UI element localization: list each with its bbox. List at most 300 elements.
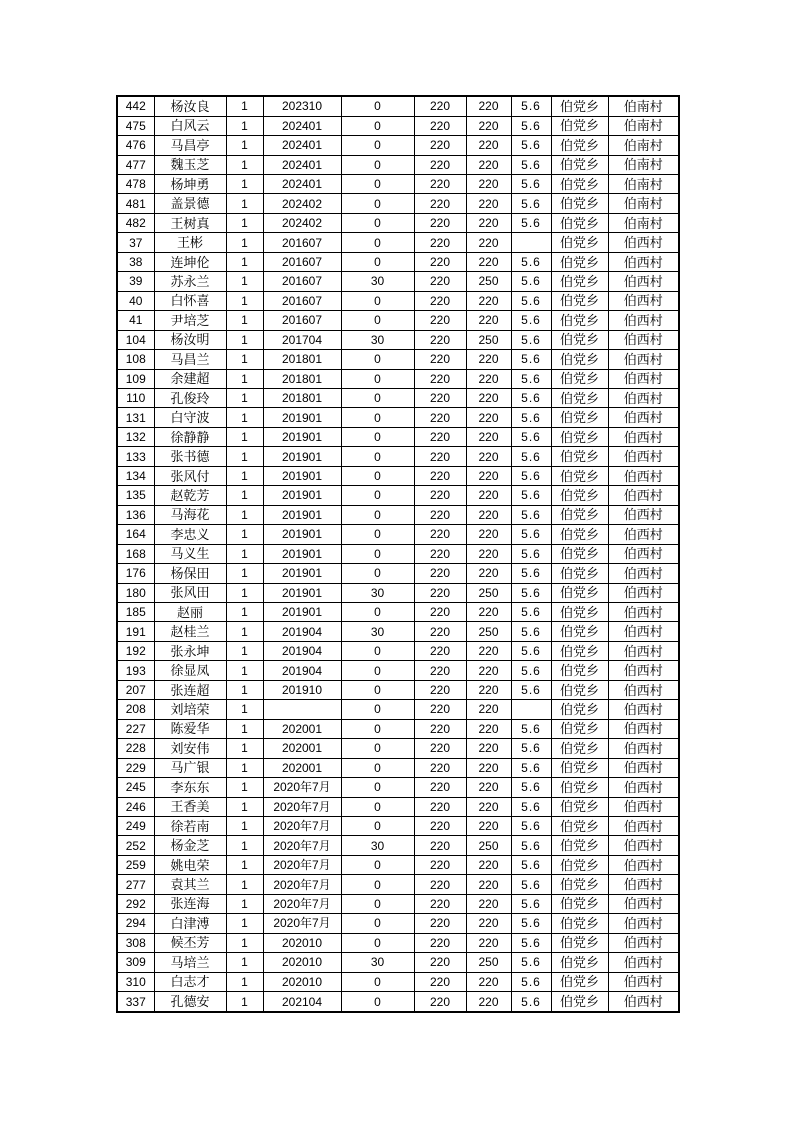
cell-name: 张风付 <box>154 466 226 485</box>
cell-township: 伯党乡 <box>551 96 608 116</box>
table-row <box>117 602 679 621</box>
cell-rate <box>511 233 551 252</box>
cell-total: 250 <box>466 330 511 349</box>
cell-base: 220 <box>414 739 466 758</box>
cell-date: 202401 <box>263 116 341 135</box>
cell-township: 伯党乡 <box>551 816 608 835</box>
cell-adjust: 0 <box>341 778 414 797</box>
cell-id: 477 <box>117 155 154 174</box>
cell-village: 伯西村 <box>608 291 679 310</box>
cell-count: 1 <box>226 155 263 174</box>
cell-name: 孔俊玲 <box>154 388 226 407</box>
cell-id: 185 <box>117 602 154 621</box>
cell-date: 2020年7月 <box>263 855 341 874</box>
cell-township: 伯党乡 <box>551 972 608 991</box>
cell-village: 伯西村 <box>608 933 679 952</box>
cell-date: 201901 <box>263 505 341 524</box>
cell-name: 马昌亭 <box>154 136 226 155</box>
cell-count: 1 <box>226 486 263 505</box>
cell-total: 220 <box>466 797 511 816</box>
cell-name: 李忠义 <box>154 525 226 544</box>
cell-township: 伯党乡 <box>551 641 608 660</box>
cell-date: 202310 <box>263 96 341 116</box>
cell-name: 袁其兰 <box>154 875 226 894</box>
cell-rate: 5.6 <box>511 175 551 194</box>
cell-date: 201801 <box>263 388 341 407</box>
cell-id: 337 <box>117 992 154 1012</box>
cell-village: 伯西村 <box>608 583 679 602</box>
cell-village: 伯西村 <box>608 388 679 407</box>
cell-name: 张书德 <box>154 447 226 466</box>
cell-township: 伯党乡 <box>551 369 608 388</box>
cell-count: 1 <box>226 291 263 310</box>
cell-total: 220 <box>466 116 511 135</box>
cell-name: 赵桂兰 <box>154 622 226 641</box>
cell-rate: 5.6 <box>511 680 551 699</box>
cell-total: 250 <box>466 583 511 602</box>
cell-adjust: 0 <box>341 155 414 174</box>
table-row <box>117 408 679 427</box>
cell-date: 2020年7月 <box>263 914 341 933</box>
table-row <box>117 486 679 505</box>
cell-name: 白志才 <box>154 972 226 991</box>
cell-name: 刘培荣 <box>154 700 226 719</box>
cell-date: 202001 <box>263 739 341 758</box>
cell-village: 伯西村 <box>608 700 679 719</box>
cell-village: 伯南村 <box>608 175 679 194</box>
cell-base: 220 <box>414 311 466 330</box>
cell-base: 220 <box>414 700 466 719</box>
cell-count: 1 <box>226 933 263 952</box>
cell-adjust: 0 <box>341 816 414 835</box>
cell-id: 252 <box>117 836 154 855</box>
cell-id: 168 <box>117 544 154 563</box>
cell-village: 伯西村 <box>608 836 679 855</box>
cell-adjust: 0 <box>341 194 414 213</box>
cell-base: 220 <box>414 602 466 621</box>
cell-count: 1 <box>226 252 263 271</box>
cell-base: 220 <box>414 933 466 952</box>
table-row <box>117 797 679 816</box>
cell-township: 伯党乡 <box>551 272 608 291</box>
cell-count: 1 <box>226 972 263 991</box>
cell-base: 220 <box>414 855 466 874</box>
cell-date: 201901 <box>263 408 341 427</box>
cell-name: 尹培芝 <box>154 311 226 330</box>
cell-total: 220 <box>466 505 511 524</box>
cell-base: 220 <box>414 447 466 466</box>
cell-base: 220 <box>414 719 466 738</box>
cell-date: 201607 <box>263 233 341 252</box>
cell-name: 姚电荣 <box>154 855 226 874</box>
cell-adjust: 0 <box>341 700 414 719</box>
cell-township: 伯党乡 <box>551 836 608 855</box>
cell-village: 伯西村 <box>608 447 679 466</box>
cell-adjust: 0 <box>341 213 414 232</box>
cell-id: 134 <box>117 466 154 485</box>
cell-name: 王香美 <box>154 797 226 816</box>
cell-base: 220 <box>414 836 466 855</box>
cell-village: 伯南村 <box>608 155 679 174</box>
cell-rate: 5.6 <box>511 291 551 310</box>
table-row <box>117 758 679 777</box>
cell-id: 40 <box>117 291 154 310</box>
cell-id: 208 <box>117 700 154 719</box>
cell-name: 白风云 <box>154 116 226 135</box>
cell-id: 180 <box>117 583 154 602</box>
cell-village: 伯南村 <box>608 116 679 135</box>
cell-base: 220 <box>414 622 466 641</box>
cell-id: 133 <box>117 447 154 466</box>
cell-id: 475 <box>117 116 154 135</box>
cell-township: 伯党乡 <box>551 564 608 583</box>
cell-rate: 5.6 <box>511 602 551 621</box>
cell-township: 伯党乡 <box>551 388 608 407</box>
cell-adjust: 0 <box>341 914 414 933</box>
cell-count: 1 <box>226 992 263 1012</box>
cell-township: 伯党乡 <box>551 194 608 213</box>
cell-total: 220 <box>466 369 511 388</box>
cell-count: 1 <box>226 233 263 252</box>
cell-township: 伯党乡 <box>551 583 608 602</box>
cell-base: 220 <box>414 583 466 602</box>
cell-village: 伯西村 <box>608 486 679 505</box>
cell-rate: 5.6 <box>511 96 551 116</box>
cell-rate: 5.6 <box>511 953 551 972</box>
cell-rate <box>511 700 551 719</box>
cell-id: 207 <box>117 680 154 699</box>
cell-base: 220 <box>414 330 466 349</box>
cell-village: 伯西村 <box>608 602 679 621</box>
table-row <box>117 680 679 699</box>
cell-count: 1 <box>226 797 263 816</box>
cell-date <box>263 700 341 719</box>
cell-total: 220 <box>466 427 511 446</box>
cell-count: 1 <box>226 564 263 583</box>
cell-date: 2020年7月 <box>263 894 341 913</box>
cell-id: 292 <box>117 894 154 913</box>
cell-rate: 5.6 <box>511 388 551 407</box>
cell-village: 伯西村 <box>608 797 679 816</box>
cell-date: 202010 <box>263 953 341 972</box>
cell-total: 220 <box>466 758 511 777</box>
cell-total: 220 <box>466 466 511 485</box>
cell-name: 杨金芝 <box>154 836 226 855</box>
cell-rate: 5.6 <box>511 661 551 680</box>
cell-count: 1 <box>226 194 263 213</box>
cell-village: 伯西村 <box>608 564 679 583</box>
cell-base: 220 <box>414 641 466 660</box>
cell-village: 伯西村 <box>608 466 679 485</box>
cell-township: 伯党乡 <box>551 175 608 194</box>
cell-base: 220 <box>414 875 466 894</box>
cell-total: 220 <box>466 233 511 252</box>
cell-rate: 5.6 <box>511 719 551 738</box>
cell-count: 1 <box>226 311 263 330</box>
cell-rate: 5.6 <box>511 992 551 1012</box>
cell-township: 伯党乡 <box>551 778 608 797</box>
cell-total: 220 <box>466 641 511 660</box>
cell-village: 伯西村 <box>608 525 679 544</box>
cell-total: 220 <box>466 739 511 758</box>
cell-base: 220 <box>414 525 466 544</box>
cell-total: 220 <box>466 602 511 621</box>
cell-name: 孔德安 <box>154 992 226 1012</box>
cell-rate: 5.6 <box>511 427 551 446</box>
cell-total: 220 <box>466 894 511 913</box>
cell-township: 伯党乡 <box>551 602 608 621</box>
cell-id: 38 <box>117 252 154 271</box>
cell-count: 1 <box>226 447 263 466</box>
cell-rate: 5.6 <box>511 466 551 485</box>
cell-name: 徐显凤 <box>154 661 226 680</box>
cell-date: 201901 <box>263 486 341 505</box>
cell-adjust: 0 <box>341 894 414 913</box>
table-row <box>117 330 679 349</box>
cell-rate: 5.6 <box>511 252 551 271</box>
cell-base: 220 <box>414 155 466 174</box>
cell-name: 刘安伟 <box>154 739 226 758</box>
cell-village: 伯西村 <box>608 622 679 641</box>
cell-count: 1 <box>226 816 263 835</box>
cell-rate: 5.6 <box>511 622 551 641</box>
cell-date: 201910 <box>263 680 341 699</box>
cell-total: 220 <box>466 855 511 874</box>
cell-base: 220 <box>414 992 466 1012</box>
cell-base: 220 <box>414 914 466 933</box>
cell-count: 1 <box>226 427 263 446</box>
cell-name: 马广银 <box>154 758 226 777</box>
cell-adjust: 0 <box>341 116 414 135</box>
cell-total: 220 <box>466 972 511 991</box>
table-row <box>117 194 679 213</box>
cell-total: 250 <box>466 622 511 641</box>
cell-date: 201901 <box>263 427 341 446</box>
cell-township: 伯党乡 <box>551 116 608 135</box>
cell-base: 220 <box>414 388 466 407</box>
table-row <box>117 739 679 758</box>
cell-adjust: 0 <box>341 505 414 524</box>
cell-id: 249 <box>117 816 154 835</box>
cell-adjust: 0 <box>341 175 414 194</box>
cell-base: 220 <box>414 680 466 699</box>
cell-name: 连坤伦 <box>154 252 226 271</box>
cell-count: 1 <box>226 778 263 797</box>
cell-adjust: 0 <box>341 661 414 680</box>
cell-total: 220 <box>466 525 511 544</box>
table-row <box>117 252 679 271</box>
cell-rate: 5.6 <box>511 641 551 660</box>
cell-adjust: 0 <box>341 680 414 699</box>
cell-count: 1 <box>226 953 263 972</box>
cell-count: 1 <box>226 680 263 699</box>
cell-id: 136 <box>117 505 154 524</box>
table-row <box>117 622 679 641</box>
cell-township: 伯党乡 <box>551 525 608 544</box>
cell-total: 220 <box>466 291 511 310</box>
cell-name: 徐静静 <box>154 427 226 446</box>
cell-name: 徐若南 <box>154 816 226 835</box>
cell-id: 191 <box>117 622 154 641</box>
cell-rate: 5.6 <box>511 894 551 913</box>
cell-total: 220 <box>466 816 511 835</box>
cell-name: 杨汝良 <box>154 96 226 116</box>
cell-total: 220 <box>466 719 511 738</box>
cell-rate: 5.6 <box>511 914 551 933</box>
cell-adjust: 0 <box>341 855 414 874</box>
cell-id: 227 <box>117 719 154 738</box>
cell-adjust: 0 <box>341 933 414 952</box>
cell-name: 赵丽 <box>154 602 226 621</box>
cell-village: 伯西村 <box>608 855 679 874</box>
cell-rate: 5.6 <box>511 311 551 330</box>
cell-village: 伯西村 <box>608 408 679 427</box>
cell-total: 250 <box>466 836 511 855</box>
cell-id: 482 <box>117 213 154 232</box>
cell-township: 伯党乡 <box>551 739 608 758</box>
cell-village: 伯西村 <box>608 680 679 699</box>
cell-name: 白守波 <box>154 408 226 427</box>
cell-rate: 5.6 <box>511 350 551 369</box>
cell-adjust: 0 <box>341 875 414 894</box>
cell-count: 1 <box>226 369 263 388</box>
cell-date: 202001 <box>263 758 341 777</box>
table-row <box>117 953 679 972</box>
cell-total: 220 <box>466 136 511 155</box>
cell-base: 220 <box>414 272 466 291</box>
cell-adjust: 0 <box>341 447 414 466</box>
cell-base: 220 <box>414 175 466 194</box>
cell-rate: 5.6 <box>511 875 551 894</box>
cell-name: 王树真 <box>154 213 226 232</box>
cell-township: 伯党乡 <box>551 447 608 466</box>
cell-township: 伯党乡 <box>551 291 608 310</box>
cell-township: 伯党乡 <box>551 680 608 699</box>
cell-name: 杨保田 <box>154 564 226 583</box>
table-row <box>117 972 679 991</box>
cell-township: 伯党乡 <box>551 311 608 330</box>
table-row <box>117 816 679 835</box>
cell-village: 伯西村 <box>608 544 679 563</box>
cell-date: 202401 <box>263 155 341 174</box>
cell-base: 220 <box>414 350 466 369</box>
cell-name: 马义生 <box>154 544 226 563</box>
cell-date: 202104 <box>263 992 341 1012</box>
cell-base: 220 <box>414 486 466 505</box>
cell-total: 220 <box>466 778 511 797</box>
cell-rate: 5.6 <box>511 544 551 563</box>
cell-base: 220 <box>414 466 466 485</box>
cell-date: 201901 <box>263 525 341 544</box>
cell-village: 伯西村 <box>608 894 679 913</box>
table-row <box>117 641 679 660</box>
cell-adjust: 30 <box>341 272 414 291</box>
cell-date: 201901 <box>263 447 341 466</box>
cell-date: 201607 <box>263 252 341 271</box>
cell-total: 220 <box>466 661 511 680</box>
cell-adjust: 0 <box>341 350 414 369</box>
cell-total: 220 <box>466 388 511 407</box>
cell-date: 201904 <box>263 641 341 660</box>
cell-count: 1 <box>226 544 263 563</box>
cell-date: 201704 <box>263 330 341 349</box>
cell-id: 109 <box>117 369 154 388</box>
cell-count: 1 <box>226 583 263 602</box>
cell-count: 1 <box>226 700 263 719</box>
cell-name: 张连超 <box>154 680 226 699</box>
cell-adjust: 0 <box>341 311 414 330</box>
cell-village: 伯西村 <box>608 661 679 680</box>
cell-name: 赵乾芳 <box>154 486 226 505</box>
cell-village: 伯西村 <box>608 739 679 758</box>
cell-id: 277 <box>117 875 154 894</box>
cell-name: 白怀喜 <box>154 291 226 310</box>
cell-id: 476 <box>117 136 154 155</box>
cell-rate: 5.6 <box>511 155 551 174</box>
table-row <box>117 700 679 719</box>
cell-village: 伯西村 <box>608 350 679 369</box>
cell-rate: 5.6 <box>511 583 551 602</box>
cell-date: 202402 <box>263 194 341 213</box>
cell-count: 1 <box>226 622 263 641</box>
cell-base: 220 <box>414 661 466 680</box>
cell-date: 2020年7月 <box>263 816 341 835</box>
table-row <box>117 525 679 544</box>
cell-id: 442 <box>117 96 154 116</box>
cell-total: 250 <box>466 272 511 291</box>
cell-total: 250 <box>466 953 511 972</box>
table-row <box>117 992 679 1012</box>
table-row <box>117 466 679 485</box>
cell-id: 259 <box>117 855 154 874</box>
cell-count: 1 <box>226 175 263 194</box>
cell-date: 2020年7月 <box>263 797 341 816</box>
cell-base: 220 <box>414 816 466 835</box>
cell-village: 伯西村 <box>608 272 679 291</box>
cell-id: 39 <box>117 272 154 291</box>
cell-rate: 5.6 <box>511 972 551 991</box>
cell-name: 杨汝明 <box>154 330 226 349</box>
cell-rate: 5.6 <box>511 330 551 349</box>
table-row <box>117 719 679 738</box>
table-row <box>117 427 679 446</box>
cell-id: 37 <box>117 233 154 252</box>
cell-township: 伯党乡 <box>551 661 608 680</box>
cell-date: 202401 <box>263 175 341 194</box>
cell-base: 220 <box>414 116 466 135</box>
cell-name: 王彬 <box>154 233 226 252</box>
cell-date: 202010 <box>263 972 341 991</box>
cell-id: 245 <box>117 778 154 797</box>
cell-count: 1 <box>226 602 263 621</box>
cell-village: 伯西村 <box>608 816 679 835</box>
records-table <box>116 95 680 1013</box>
cell-village: 伯南村 <box>608 136 679 155</box>
cell-count: 1 <box>226 855 263 874</box>
cell-count: 1 <box>226 661 263 680</box>
cell-count: 1 <box>226 388 263 407</box>
cell-id: 308 <box>117 933 154 952</box>
table-row <box>117 311 679 330</box>
cell-adjust: 30 <box>341 622 414 641</box>
cell-township: 伯党乡 <box>551 252 608 271</box>
table-row <box>117 505 679 524</box>
cell-count: 1 <box>226 719 263 738</box>
table-row <box>117 661 679 680</box>
cell-total: 220 <box>466 447 511 466</box>
cell-date: 201901 <box>263 564 341 583</box>
cell-date: 201801 <box>263 350 341 369</box>
